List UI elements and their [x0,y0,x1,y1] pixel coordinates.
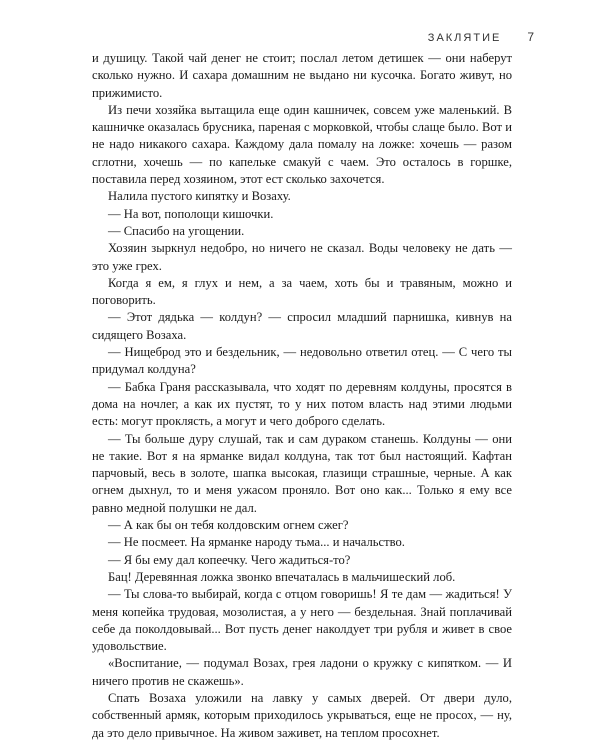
paragraph: Бац! Деревянная ложка звонко впечаталась в мальчишеский лоб. [108,569,456,584]
paragraph: Когда я ем, я глух и нем, а за чаем, хоть бы и травяным, можно и поговорить. [92,275,512,308]
paragraph: Из печи хозяйка вытащила еще один кашничек, совсем уже маленький. В кашничке оказалась брусника, пареная с морковкой, чтобы слаще было. Вот и не надо никакого сахара. Каждому дала помалу на ложке: хочешь — разом сглотни, хочешь — по капельке смакуй с чаем. Это осталось в горшке, поставила перед хозяином, этот ест сколько захочется. [92,102,512,187]
paragraph: — Спасибо на угощении. [108,223,245,238]
paragraph: — Бабка Граня рассказывала, что ходят по деревням колдуны, просятся в дома на ночлег, а как их пустят, то у них потом власть над этими людьми есть: могут проклясть, а могут и чего доброго сделать. [92,379,512,429]
paragraph: — Не посмеет. На ярманке народу тьма... и начальство. [108,535,405,550]
paragraph: «Воспитание, — подумал Возах, грея ладони о кружку с кипятком. — И ничего против не скажешь». [92,656,512,688]
paragraph: и душицу. Такой чай денег не стоит; послал летом детишек — они наберут сколько нужно. И сахара домашним не выдано ни кусочка. Богато живут, но прижимисто. [92,51,512,100]
paragraph: — Нищеброд это и бездельник, — недовольно ответил отец. — С чего ты придумал колдуна? [92,345,512,377]
paragraph: Спать Возаха уложили на лавку у самых дверей. От двери дуло, собственный армяк, которым приходилось укрываться, еще не просох, — ну, да это дело привычное. На живом заживет, на теплом просохнет. [92,690,512,740]
paragraph: — Этот дядька — колдун? — спросил младший парнишка, кивнув на сидящего Возаха. [92,310,512,342]
paragraph: — Я бы ему дал копеечку. Чего жадиться-то? [108,552,351,567]
paragraph: — А как бы он тебя колдовским огнем сжег? [108,518,349,533]
paragraph: — Ты больше дуру слушай, так и сам дураком станешь. Колдуны — они не такие. Вот я на ярманке видал колдуна, так тот был настоящий. Кафтан парчовый, весь в золоте, шапка высокая, глазищи страшные, черные. А как огнем дыхнул, то и меня ужасом проняло. Вот оно как... Только я ему все равно медной полушки не дал. [92,431,512,515]
paragraph: — На вот, пополощи кишочки. [108,206,274,221]
paragraph: — Ты слова-то выбирай, когда с отцом говоришь! Я те дам — жадиться! У меня копейка трудовая, мозолистая, а у него — бездельная. Знай поплачивай себе да поколдовывай... Вот пусть денег наколдует три рубля и живет в свое удовольствие. [92,587,512,654]
paragraph: Хозяин зыркнул недобро, но ничего не сказал. Воды человеку не дать — это уже грех. [92,241,512,273]
paragraph: Налила пустого кипятку и Возаху. [108,189,291,204]
page-number: 7 [527,30,534,44]
text-body [92,50,512,742]
chapter-title: ЗАКЛЯТИЕ [427,32,502,44]
running-header [428,30,534,44]
